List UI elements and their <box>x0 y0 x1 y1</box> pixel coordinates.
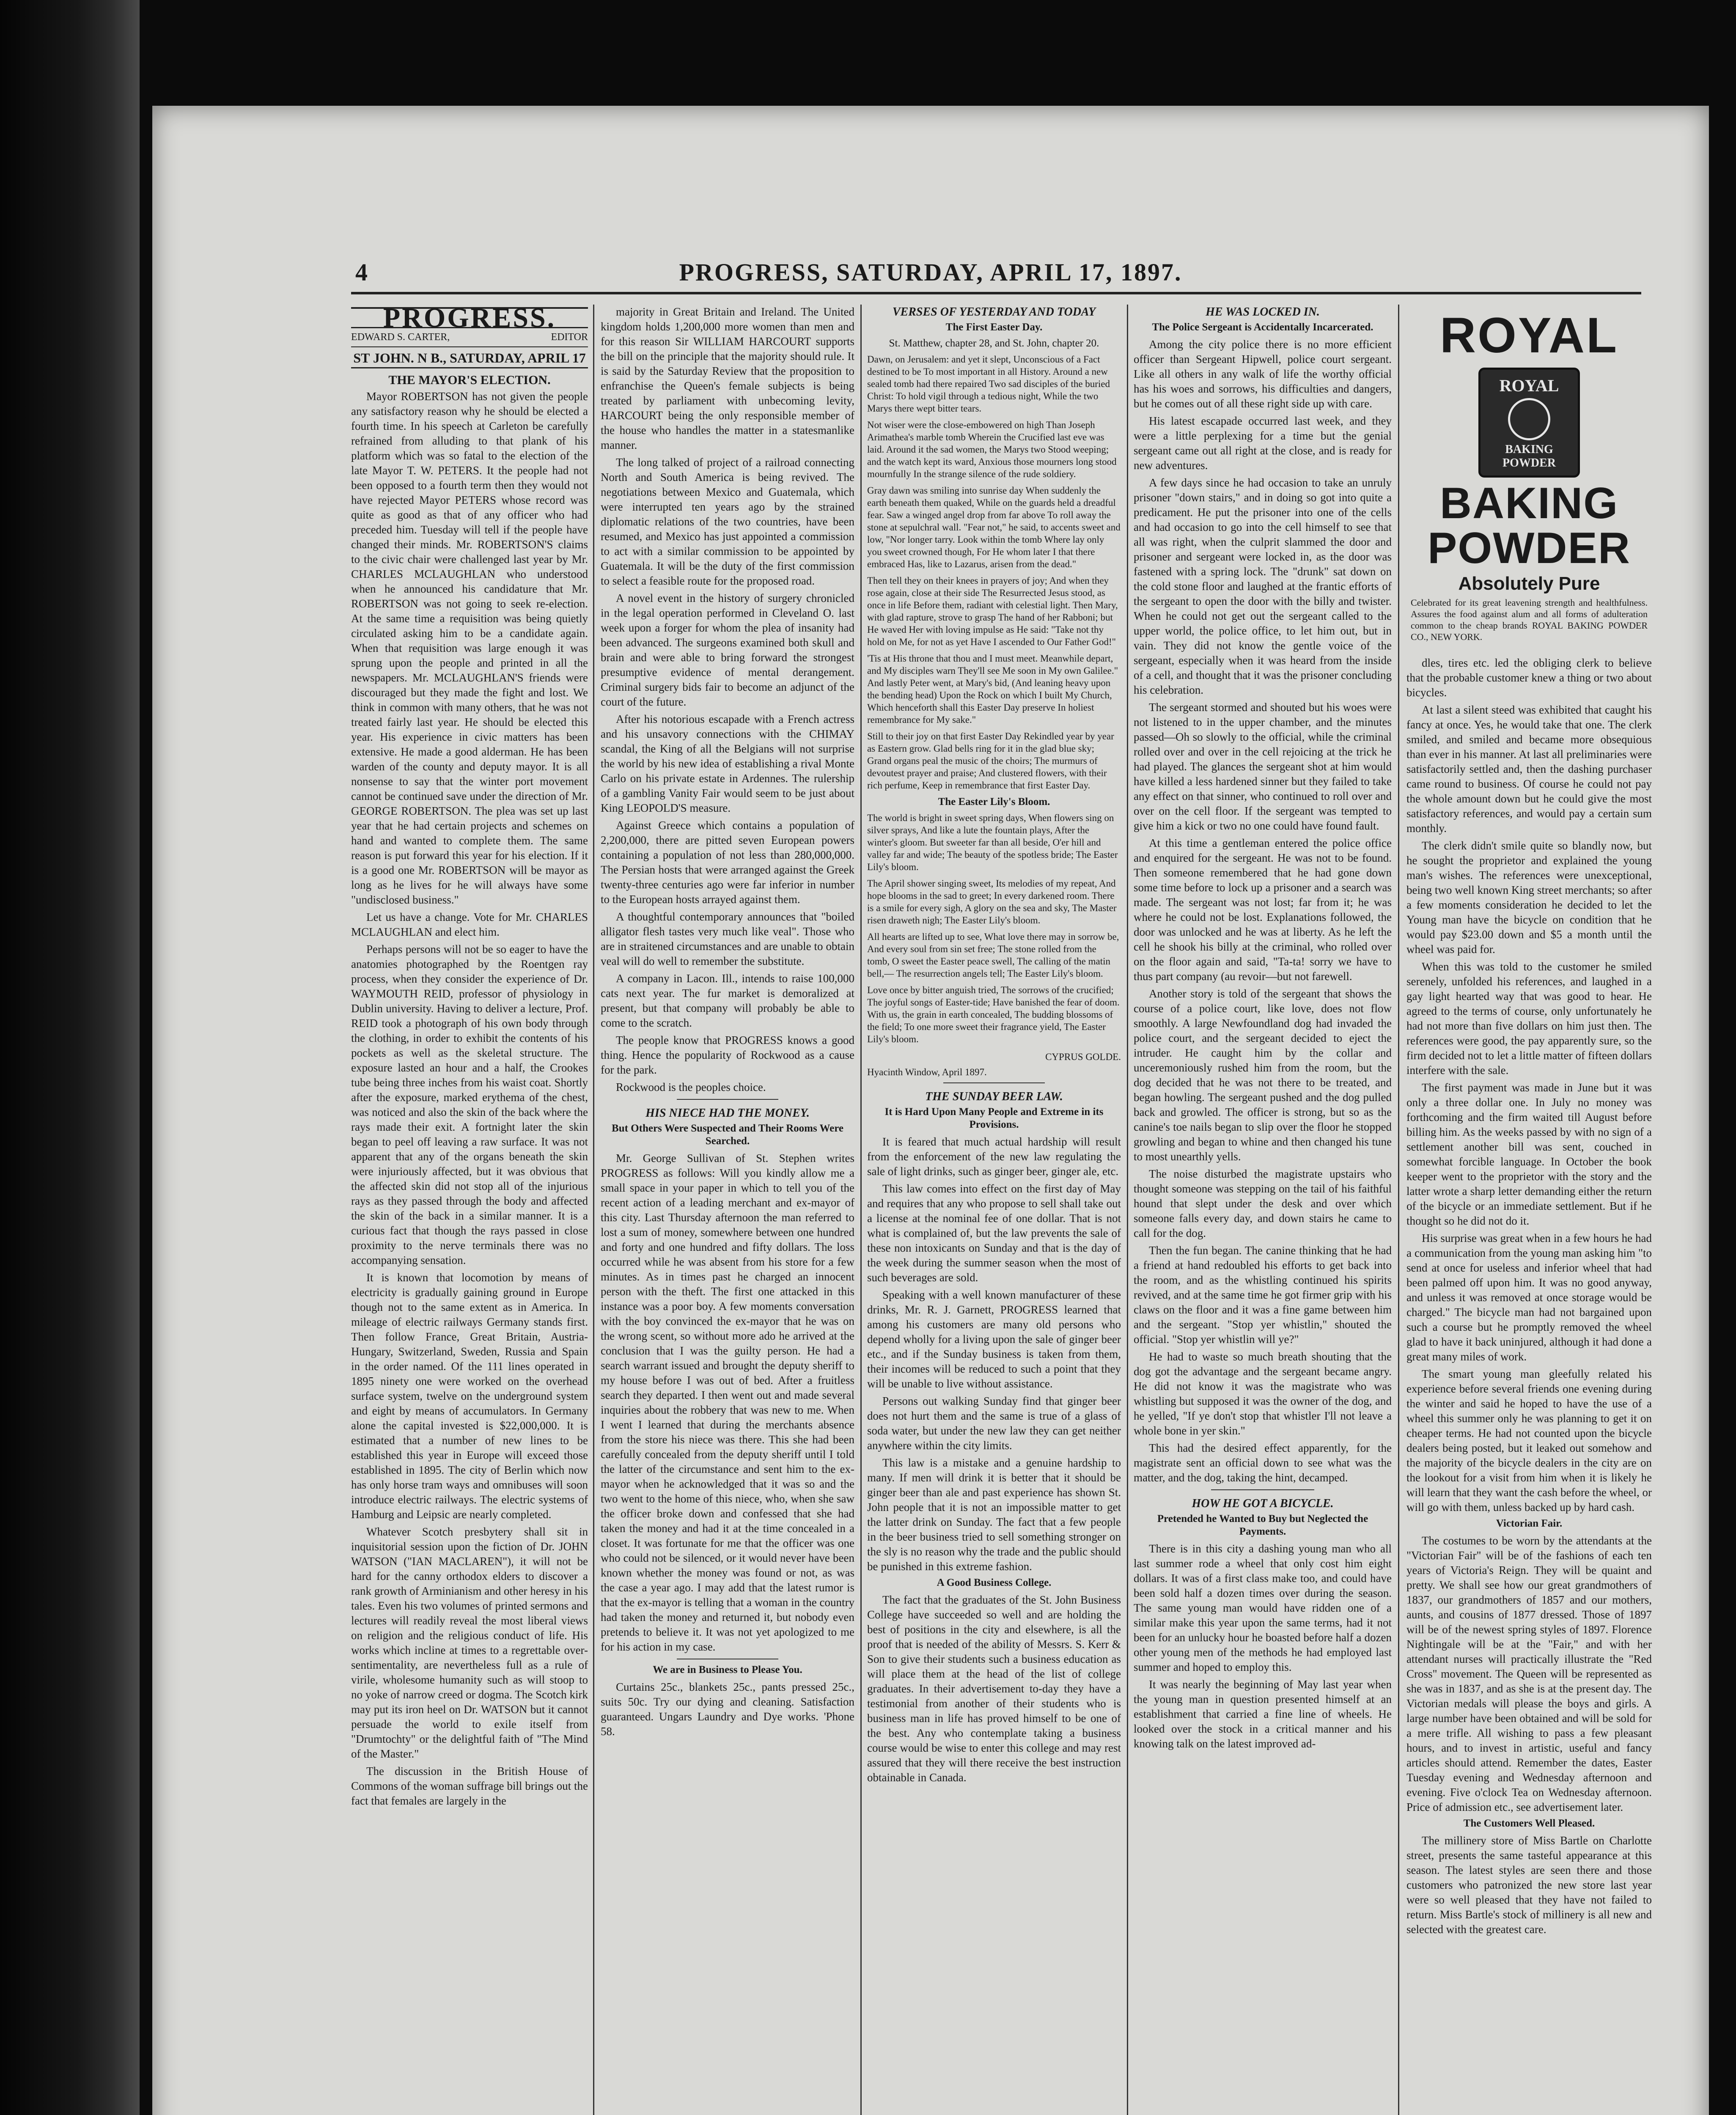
paragraph: The fact that the graduates of the St. John Business College have succeeded so well and are holding the best of positions in the city and elsewhere, is all the proof that is needed of the ability of Messrs. S. Kerr & Son to give their students such a business education as will place them at the head of the list of college graduates. In their advertisement to-day they have a testimonial from another of their students who is business man in life has proved himself to be one of the best. Any who contemplate taking a business course would be wise to enter this college and may rest assured that they will there receive the best instruction obtainable in Canada. <box>867 1593 1121 1784</box>
paragraph: Then the fun began. The canine thinking that he had a friend at hand redoubled his efforts to get back into the room, and as the whistling continued his spirits revived, and at the same time he got firmer grip with his claws on the floor and it was a fine game between him and the sergeant. "Stop yer whistlin," shouted the official. "Stop yer whistlin will ye?" <box>1134 1244 1392 1346</box>
poem-stanza: Love once by bitter anguish tried, The sorrows of the crucified; The joyful songs of Easter-tide; Have banished the fear of doom. With us, the grain in earth concealed, The budding blossoms of the field; To one more sweet their fragrance yield, The Easter Lily's bloom. <box>867 985 1120 1044</box>
newspaper-page <box>152 106 1709 2115</box>
paragraph: A company in Lacon. Ill., intends to raise 100,000 cats next year. The fur market is demoralized at present, but that company will probably be able to come to the scratch. <box>601 972 854 1029</box>
can-label-top: ROYAL <box>1499 376 1559 395</box>
scan-border <box>0 0 140 2115</box>
poem-stanza: Dawn, on Jerusalem: and yet it slept, Unconscious of a Fact destined to be To most important in all History. Around a new sealed tomb had there repaired Two sad disciples of the buried Christ: To hold vigil through a tedious night, While the two Marys there wept bitter tears. <box>867 354 1110 414</box>
can-seal-icon <box>1508 398 1550 440</box>
paragraph: The discussion in the British House of Commons of the woman suffrage bill brings out the fact that females are largely in the <box>351 1765 588 1807</box>
ad-brand: ROYAL <box>1439 308 1619 363</box>
running-head <box>152 258 1709 288</box>
paragraph: Perhaps persons will not be so eager to have the anatomies photographed by the Roentgen ray process, when they consider the experience of Dr. WAYMOUTH REID, professor of physiology in Dublin university. Having to deliver a lecture, Prof. REID took a photograph of his own body through the clothing, in order to exhibit the contents of his pockets as well as the skeletal structure. The exposure lasted an hour and a half, the Crookes tube being three inches from his waist coat. Shortly after the exposure, marked erythema of the chest, was noticed and also the skin of the back where the rays made their exit. A fortnight later the skin began to peel off leaving a raw surface. It was not apparent that any of the organs beneath the skin were injuriously affected, but it was obvious that the affected skin did not stop all of the injurious rays as they passed through the body and affected the skin of the back in a similar manner. It is a curious fact that though the rays passed in close proximity to the nerve terminals there was no accompanying sensation. <box>351 943 588 1266</box>
article-subhead: It is Hard Upon Many People and Extreme in its Provisions. <box>884 1106 1104 1130</box>
paragraph: After his notorious escapade with a French actress and his unsavory connections with the CHIMAY scandal, the King of all the Belgians will not surprise the world by his new idea of establishing a rival Monte Carlo on his private estate in Ardennes. The rulership of a gambling Vanity Fair would seem to be just about King LEOPOLD'S measure. <box>601 713 854 814</box>
article-subhead: But Others Were Suspected and Their Rooms Were Searched. <box>612 1123 843 1147</box>
dateline: ST JOHN. N B., SATURDAY, APRIL 17 <box>351 351 588 368</box>
section-rule <box>677 1099 778 1100</box>
paragraph: The smart young man gleefully related his experience before several friends one evening during the winter and said he hoped to have the use of a wheel this summer only he was planning to get it on cheaper terms. He had not counted upon the bicycle dealers being posted, but it leaked out somehow and the majority of the bicycle dealers in the city are on the lookout for a visit from him when it is likely he will learn that they want the cash before the wheel, or will go with them, unless backed up by hard cash. <box>1406 1368 1652 1513</box>
poem-stanza: Then tell they on their knees in prayers of joy; And when they rose again, close at their side The Resurrected Jesus stood, as once in life Before them, radiant with celestial light. Then Mary, with glad rapture, strove to grasp The hand of her Rabboni; but He waved Her with loving impulse as He said: "Take not thy hold on Me, for not as yet Have I ascended to Our Father God!" <box>867 575 1118 647</box>
paragraph: Another story is told of the sergeant that shows the course of a police court, like love, does not flow smoothly. A large Newfoundland dog had invaded the police court, and the sergeant decided to eject the intruder. He caught him by the collar and unceremoniously rushed him from the room, but the dog decided that he was not there to be treated, and began howling. The sergeant pushed and the dog pulled back and growled. The officer is strong, but so as the canine's toe nails began to slip over the floor he stopped growling and began to whine and then changed his tune to most unearthly yells. <box>1134 987 1392 1163</box>
paragraph: At this time a gentleman entered the police office and enquired for the sergeant. He was not to be found. Then someone remembered that he had gone down some time before to lock up a prisoner and a search was made. The sergeant was not lost; far from it; he was where he could not be lost. Explanations followed, the door was unlocked and he was at liberty. As he left the cell he shook his billy at the criminal, who rolled over on the floor again and said, "Ta-ta! sorry we have to thus part company (au revoir—but not farewell. <box>1134 837 1392 983</box>
article-heading: HIS NIECE HAD THE MONEY. <box>646 1107 810 1120</box>
paragraph: Mayor ROBERTSON has not given the people any satisfactory reason why he should be elected a fourth time. In his speech at Carleton be carefully refrained from alluding to that plank of his platform which was so fatal to the election of the late Mayor T. W. PETERS. It the people had not been opposed to a fourth term then they would not have rejected Mayor PETERS whose record was quite as good as that of any officer who had preceded him. Tuesday will tell if the people have changed their minds. Mr. ROBERTSON'S claims to the civic chair were challenged last year by Mr. CHARLES MCLAUGHLAN who understood when he announced his candidature that Mr. ROBERTSON was not going to seek re-election. At the same time a requisition was being quietly circulated asking him to be a candidate again. When that requisition was large enough it was sprung upon the people and printed in all the newspapers. Mr. MCLAUGHLAN'S friends were discouraged but they made the fight and lost. We think in common with many others, that he was not treated fairly last year. He should be elected this year. His experience in civic matters has been extensive. He made a good alderman. He has been warden of the county and deputy mayor. It is all nonsense to say that the winter port movement cannot be continued save under the direction of Mr. GEORGE ROBERTSON. The plea was set up last year that he had certain projects and schemes on hand and wanted to complete them. The same reason is put forward this year for his election. If it is a good one Mr. ROBERTSON will be mayor as long as he lives for he will always have some "undisclosed business." <box>351 390 588 906</box>
section-rule <box>1211 1489 1314 1490</box>
poem <box>867 353 1121 791</box>
paragraph: Whatever Scotch presbytery shall sit in inquisitorial session upon the fiction of Dr. JOHN WATSON ("IAN MACLAREN"), it will not be hard for the canny orthodox elders to discover a rank growth of Arminianism and other heresy in his tales. Even his two volumes of printed sermons and lectures will readily reveal the most liberal views on religion and the religious conduct of life. His works which incline at times to a regrettable over-sentimentality, are nevertheless full as a rule of virile, wholesome humanity such as will stoop to no yoke of narrow creed or dogma. The Scotch kirk may put its iron heel on Dr. WATSON but it cannot persuade the world to exile itself from "Drumtochty" or the delightful faith of "The Mind of the Master." <box>351 1525 588 1760</box>
paragraph: majority in Great Britain and Ireland. The United kingdom holds 1,200,000 more women than men and for this reason Sir WILLIAM HARCOURT supports the bill on the principle that the majority should rule. It is said by the Saturday Review that the proposition to enfranchise the Queen's female subjects is being treated by parliament with unbecoming levity, HARCOURT being the only responsible member of the house who handles the matter in a statesmanlike manner. <box>601 305 854 451</box>
column-3 <box>867 305 1121 2115</box>
paragraph: The sergeant stormed and shouted but his woes were not listened to in the upper chamber, and the minutes passed—Oh so slowly to the official, while the criminal rolled over and over in the cell rejoicing at the trick he had played. The glances the sergeant shot at him would have killed a less hardened sinner but they failed to take any effect on that sinner, who continued to roll over and over on the cell floor. If the sergeant was tempted to give him a kick or two no one could have found fault. <box>1134 701 1392 832</box>
paragraph: Rockwood is the peoples choice. <box>616 1081 766 1093</box>
poem-stanza: The world is bright in sweet spring days, When flowers sing on silver sprays, And like a lute the fountain plays, After the winter's gloom. But sweeter far than all beside, O'er hill and valley far and wide; The beauty of the spotless bride; The Easter Lily's bloom. <box>867 813 1118 872</box>
paragraph: When this was told to the customer he smiled serenely, unfolded his references, and laughed in a gay light hearted way that was good to hear. He agreed to the terms of course, only unfortunately he had not more than five dollars on him just then. The references were good, the pay apparently sure, so the firm decided not to let a little matter of fifteen dollars interfere with the sale. <box>1406 960 1652 1077</box>
paragraph: dles, tires etc. led the obliging clerk to believe that the probable customer knew a thing or two about bicycles. <box>1406 656 1652 699</box>
article-heading: Victorian Fair. <box>1496 1518 1563 1529</box>
article-subhead: Pretended he Wanted to Buy but Neglected the Payments. <box>1157 1513 1368 1537</box>
column-2 <box>601 305 854 2115</box>
paragraph: The costumes to be worn by the attendants at the "Victorian Fair" will be of the fashions of each ten years of Victoria's Reign. They will be quaint and pretty. We shall see how our great grandmothers of 1837, our grandmothers of 1857 and our mothers, aunts, and cousins of 1877 dressed. Those of 1897 will be of the newest spring styles of 1897. Florence Nightingale will be at the "Fair," and with her attendant nurses will practically illustrate the "Red Cross" movement. The Queen will be represented as she was in 1837, and as she is at the present day. The Victorian medals will please the boys and girls. A large number have been obtained and will be sold for a mere trifle. All wishing to pass a few pleasant hours, and to invest in artistic, useful and fancy articles should attend. Remember the dates, Easter Tuesday evening and Wednesday afternoon and evening. Five o'clock Tea on Wednesday afternoon. Price of admission etc., see advertisement later. <box>1406 1534 1652 1813</box>
column-divider <box>1127 305 1128 2115</box>
poem-note: St. Matthew, chapter 28, and St. John, chapter 20. <box>889 338 1099 349</box>
paragraph: The long talked of project of a railroad connecting North and South America is being revived. The negotiations between Mexico and Guatemala, which were interrupted ten years ago by the strained diplomatic relations of the two countries, have been resumed, and Mexico has just appointed a commission to act with a similar commission to be appointed by Guatemala. It will be the duty of the first commission to select a feasible route for the proposed road. <box>601 456 854 587</box>
paragraph: Mr. George Sullivan of St. Stephen writes PROGRESS as follows: Will you kindly allow me a small space in your paper in which to tell you of the recent action of a leading merchant and ex-mayor of this city. Last Thursday afternoon the man referred to lost a sum of money, somewhere between one hundred and forty and one hundred and fifty dollars. The loss occurred while he was absent from his store for a few minutes. As in times past he charged an innocent person with the theft. The first one attacked in this instance was a poor boy. A few moments conversation with the boy convinced the ex-mayor that he was on the wrong scent, so without more ado he arrived at the conclusion that I was the guilty person. He had a search warrant issued and brought the deputy sheriff to my house before I was out of bed. After a fruitless search they departed. I then went out and made several inquiries about the robbery that was new to me. When I went I learned that during the merchants absence from the store his niece was there. This she had been carefully concealed from the deputy sheriff until I told the latter of the circumstance and sent him to the ex-mayor when he acknowledged that it was so and the two went to the home of this niece, who, when she saw the officer broke down and confessed that she had taken the money and had it at the time concealed in a closet. It was fortunate for me that the officer was one who could not be silenced, or it would never have been known whether the money was found or not, as was the case a year ago. I may add that the latest rumor is that the ex-mayor is telling that a woman in the country had taken the money and returned it, but nobody even pretends to believe it. It was not yet apologized to me for his action in my case. <box>601 1152 854 1653</box>
paragraph: The first payment was made in June but it was only a three dollar one. In July no money was forthcoming and the firm waited till August before billing him. As the weeks passed by with no sign of a settlement another bill was sent, couched in somewhat forcible language. In October the book keeper went to the proprietor with the story and the latter wrote a sharp letter demanding either the return of the bicycle or an immediate settlement. But if he thought so he did not do it. <box>1406 1081 1652 1227</box>
paragraph: A thoughtful contemporary announces that "boiled alligator flesh tastes very much like veal". Those who are in straitened circumstances and are unable to obtain veal will do well to remember the substitute. <box>601 910 854 967</box>
paragraph: The noise disturbed the magistrate upstairs who thought someone was stepping on the tail of his faithful hound that slept under the desk and over which someone falls every day, and down stairs he came to call for the dog. <box>1134 1167 1392 1239</box>
article-heading: HOW HE GOT A BICYCLE. <box>1192 1497 1334 1510</box>
paragraph: Let us have a change. Vote for Mr. CHARLES MCLAUGHLAN and elect him. <box>351 911 588 938</box>
can-label-bottom: BAKING POWDER <box>1503 442 1556 470</box>
paragraph: His latest escapade occurred last week, and they were a little perplexing for a time but the genial sergeant came out all right at the close, and is ready for new adventures. <box>1134 415 1392 472</box>
article-subhead: The Police Sergeant is Accidentally Incarcerated. <box>1152 321 1373 333</box>
article-heading: A Good Business College. <box>937 1577 1052 1588</box>
column-1 <box>351 305 588 2115</box>
ad-product-line1: BAKING <box>1439 479 1619 528</box>
section-rule <box>943 1082 1045 1083</box>
poem-title: The Easter Lily's Bloom. <box>938 796 1050 808</box>
editor-title: EDITOR <box>551 332 588 343</box>
paragraph: Among the city police there is no more efficient officer than Sergeant Hipwell, police court sergeant. Like all others in any walk of life the worthy official has his woes and sorrows, his difficulties and dangers, but he comes out of all these right side up with care. <box>1134 338 1392 410</box>
paragraph: Against Greece which contains a population of 2,200,000, there are pitted seven European powers containing a population of not less than 280,000,000. The Persian hosts that were arranged against the Greek twenty-three centuries ago were far inferior in number to the European hosts arrayed against them. <box>601 819 854 906</box>
article-heading: We are in Business to Please You. <box>653 1664 802 1676</box>
paragraph: Speaking with a well known manufacturer of these drinks, Mr. R. J. Garnett, PROGRESS learned that among his customers are many old persons who depend wholly for a living upon the sale of ginger beer etc., and if the Sunday business is taken from them, their incomes will be reduced to such a point that they will be unable to live without assistance. <box>867 1288 1121 1390</box>
paragraph: A few days since he had occasion to take an unruly prisoner "down stairs," and in doing so got into quite a predicament. He put the prisoner into one of the cells and had occasion to go into the cell himself to see that all was right, when the culprit slammed the door and prisoner and sergeant were locked in, as the door was fastened with a spring lock. The "drunk" sat down on the cold stone floor and laughed at the frantic efforts of the sergeant to open the door with the billy and twister. When he could not get out the sergeant called to the upper world, the police office, to let him out, but in vain. They did not know the gentle voice of the sergeant, especially when it was heard from the inside of a cell, and thought that it was the prisoner concluding his celebration. <box>1134 476 1392 696</box>
poem-author: CYPRUS GOLDE. <box>1045 1052 1121 1062</box>
column-divider <box>1398 305 1399 2115</box>
royal-baking-powder-ad <box>1406 298 1652 649</box>
article-heading: THE MAYOR'S ELECTION. <box>388 373 551 387</box>
paragraph: He had to waste so much breath shouting that the dog got the advantage and the sergeant became angry. He did not know it was the magistrate who was whistling but supposed it was the owner of the dog, and he yelled, "If ye don't stop that whistler I'll not leave a whole bone in yer skin." <box>1134 1350 1392 1437</box>
paragraph: It was nearly the beginning of May last year when the young man in question presented himself at an establishment that carried a fine line of wheels. He looked over the stock in a critical manner and his knowing talk on the latest improved ad- <box>1134 1678 1392 1750</box>
column-divider <box>593 305 594 2115</box>
poem-stanza: Gray dawn was smiling into sunrise day When suddenly the earth beneath them quaked, While on the guards held a dreadful fear. Saw a winged angel drop from far above To roll away the stone at sepulchral wall. "Fear not," he said, to accents sweet and low, "Nor longer tarry. Look within the tomb Where lay only you sweet crowned though, For He whom later I that there embraced Has, like to Lazarus, arisen from the dead." <box>867 485 1121 569</box>
running-title: PROGRESS, SATURDAY, APRIL 17, 1897. <box>679 258 1182 286</box>
editor-name: EDWARD S. CARTER, <box>351 332 450 343</box>
paragraph: The millinery store of Miss Bartle on Charlotte street, presents the same tasteful appearance at this season. The latest styles are seen there and those customers who patronized the new store last year were so well pleased that they have not failed to return. Miss Bartle's stock of millinery is all new and selected with the greatest care. <box>1406 1834 1652 1936</box>
poem-stanza: 'Tis at His throne that thou and I must meet. Meanwhile depart, and My disciples warn They'll see Me soon in My own Galilee." And lastly Peter went, at Mary's bid, (And leaning heavy upon the bending head) Upon the Rock on which I built My Church, Which henceforth shall this Easter Day preserve In holiest remembrance for My sake." <box>867 653 1118 725</box>
paragraph: Persons out walking Sunday find that ginger beer does not hurt them and the same is true of a glass of soda water, but under the new law they can get neither anywhere within the city limits. <box>867 1395 1121 1452</box>
page-number: 4 <box>355 258 369 286</box>
ad-body: Celebrated for its great leavening strength and healthfulness. Assures the food against alum and all forms of adulteration common to the cheap brands ROYAL BAKING POWDER CO., NEW YORK. <box>1411 597 1648 642</box>
paragraph: The clerk didn't smile quite so blandly now, but he sought the proprietor and explained the young man's wishes. The references were unexceptional, being two well known King street merchants; so after a few moments consideration he decided to let the Young man have the bicycle on condition that he would pay $23.00 down and $5 a month until the wheel was paid for. <box>1406 839 1652 956</box>
paragraph: A novel event in the history of surgery chronicled in the legal operation performed in Cleveland O. last week upon a forger for whom the plea of insanity had been advanced. The surgeons examined both skull and brain and were able to bring forward the strongest presumptive evidence of mental derangement. Criminal surgery bids fair to become an adjunct of the court of the future. <box>601 592 854 708</box>
paragraph: It is feared that much actual hardship will result from the enforcement of the new law regulating the sale of light drinks, such as ginger beer, ginger ale, etc. <box>867 1135 1121 1178</box>
baking-powder-can-icon <box>1478 368 1580 478</box>
section-heading: VERSES OF YESTERDAY AND TODAY <box>892 305 1096 319</box>
column-divider <box>860 305 862 2115</box>
article-heading: THE SUNDAY BEER LAW. <box>925 1090 1063 1103</box>
article-heading: The Customers Well Pleased. <box>1463 1818 1595 1829</box>
ad-tagline: Absolutely Pure <box>1458 573 1600 594</box>
paragraph: It is known that locomotion by means of electricity is gradually gaining ground in Europe though not to the same extent as in America. In mileage of electric railways Germany stands first. Then follow France, Great Britain, Austria-Hungary, Switzerland, Sweden, Russia and Spain in the order named. Of the 111 lines operated in 1895 ninety one were worked on the overhead surface system, twelve on the underground system and eight by means of accumulators. In Germany alone the capital invested is $22,000,000. It is estimated that a number of new lines to be established this year in Europe will exceed those established in 1895. The city of Berlin which now has only horse tram ways and omnibuses will soon introduce electric railways. The electric systems of Hamburg and Leipsic are nearly completed. <box>351 1271 588 1521</box>
poem-stanza: Not wiser were the close-embowered on high Than Joseph Arimathea's marble tomb Wherein the Crucified last eve was laid. Around it the sad women, the Marys two Stood weeping; and the watch kept its ward, Anxious those mourners long stood mournfully In the strange silence of the rude soldiery. <box>867 420 1117 479</box>
top-rule <box>351 292 1641 294</box>
paragraph: His surprise was great when in a few hours he had a communication from the young man asking him "to send at once for useless and inferior wheel that had been palmed off upon him. It was no good anyway, and unless it was removed at once storage would be charged." The bicycle man had not bargained upon such a course but he promptly removed the wheel glad to have it back uninjured, although it had done a great many miles of work. <box>1406 1232 1652 1363</box>
poem-place: Hyacinth Window, April 1897. <box>867 1067 987 1077</box>
poem-stanza: Still to their joy on that first Easter Day Rekindled year by year as Eastern grow. Glad bells ring for it in the glad blue sky; Grand organs peal the music of the choirs; The murmurs of devoutest prayer and praise; And clustered flowers, with their rich perfume, Keep in remembrance that first Easter Day. <box>867 731 1114 791</box>
paragraph: The people know that PROGRESS knows a good thing. Hence the popularity of Rockwood as a cause for the park. <box>601 1034 854 1076</box>
poem-stanza: All hearts are lifted up to see, What love there may in sorrow be, And every soul from sin set free; The stone rolled from the tomb, O sweet the Easter peace swell, The calling of the matin bell,— The resurrection angels tell; The Easter Lily's bloom. <box>867 931 1119 979</box>
article-heading: HE WAS LOCKED IN. <box>1206 305 1320 319</box>
column-4 <box>1134 305 1392 2115</box>
paragraph: At last a silent steed was exhibited that caught his fancy at once. Yes, he would take that one. The clerk smiled, and smiled and became more obsequious than ever in his manner. At last all preliminaries were satisfactorily settled and, then the dashing purchaser came round to business. Of course he could not pay the whole amount down but he could give the most satisfactory references, and would pay a certain sum monthly. <box>1406 703 1652 835</box>
paragraph: This law is a mistake and a genuine hardship to many. If men will drink it is better that it should be ginger beer than ale and past experience has shown St. John people that it is not an impossible matter to get the latter drink on Sunday. The fact that a few people in the beer business tried to sell something stronger on the sly is no reason why the trade and the public should be punished in this extreme fashion. <box>867 1456 1121 1573</box>
paragraph: This law comes into effect on the first day of May and requires that any who propose to sell shall take out a license at the nominal fee of one dollar. That is not what is complained of, but the law prevents the sale of these non intoxicants on Sunday and that is the day of the week during the summer season when the most of such beverages are sold. <box>867 1182 1121 1284</box>
column-5 <box>1406 656 1652 2115</box>
poem <box>867 812 1121 1045</box>
ad-product-line2: POWDER <box>1428 524 1631 573</box>
paragraph: There is in this city a dashing young man who all last summer rode a wheel that only cost him eight dollars. It was of a first class make too, and could have been sold half a dozen times over during the season. The same young man would have ridden one of a similar make this year upon the same terms, had it not been for an unlucky hour he boasted before half a dozen other young men of the methods he had employed last summer and hoped to employ this. <box>1134 1542 1392 1673</box>
masthead-name: PROGRESS. <box>351 307 588 328</box>
paragraph: Curtains 25c., blankets 25c., pants pressed 25c., suits 50c. Try our dying and cleaning. Satisfaction guaranteed. Ungars Laundry and Dye works. 'Phone 58. <box>601 1681 854 1738</box>
paragraph: This had the desired effect apparently, for the magistrate sent an official down to see what was the matter, and the dog, taking the hint, decamped. <box>1134 1442 1392 1484</box>
poem-stanza: The April shower singing sweet, Its melodies of my repeat, And hope blooms in the sad to greet; In every darkened room. There is a smile for every sigh, A glory on the sea and sky, The Master risen draweth nigh; The Easter Lily's bloom. <box>867 878 1117 926</box>
poem-title: The First Easter Day. <box>945 321 1043 333</box>
